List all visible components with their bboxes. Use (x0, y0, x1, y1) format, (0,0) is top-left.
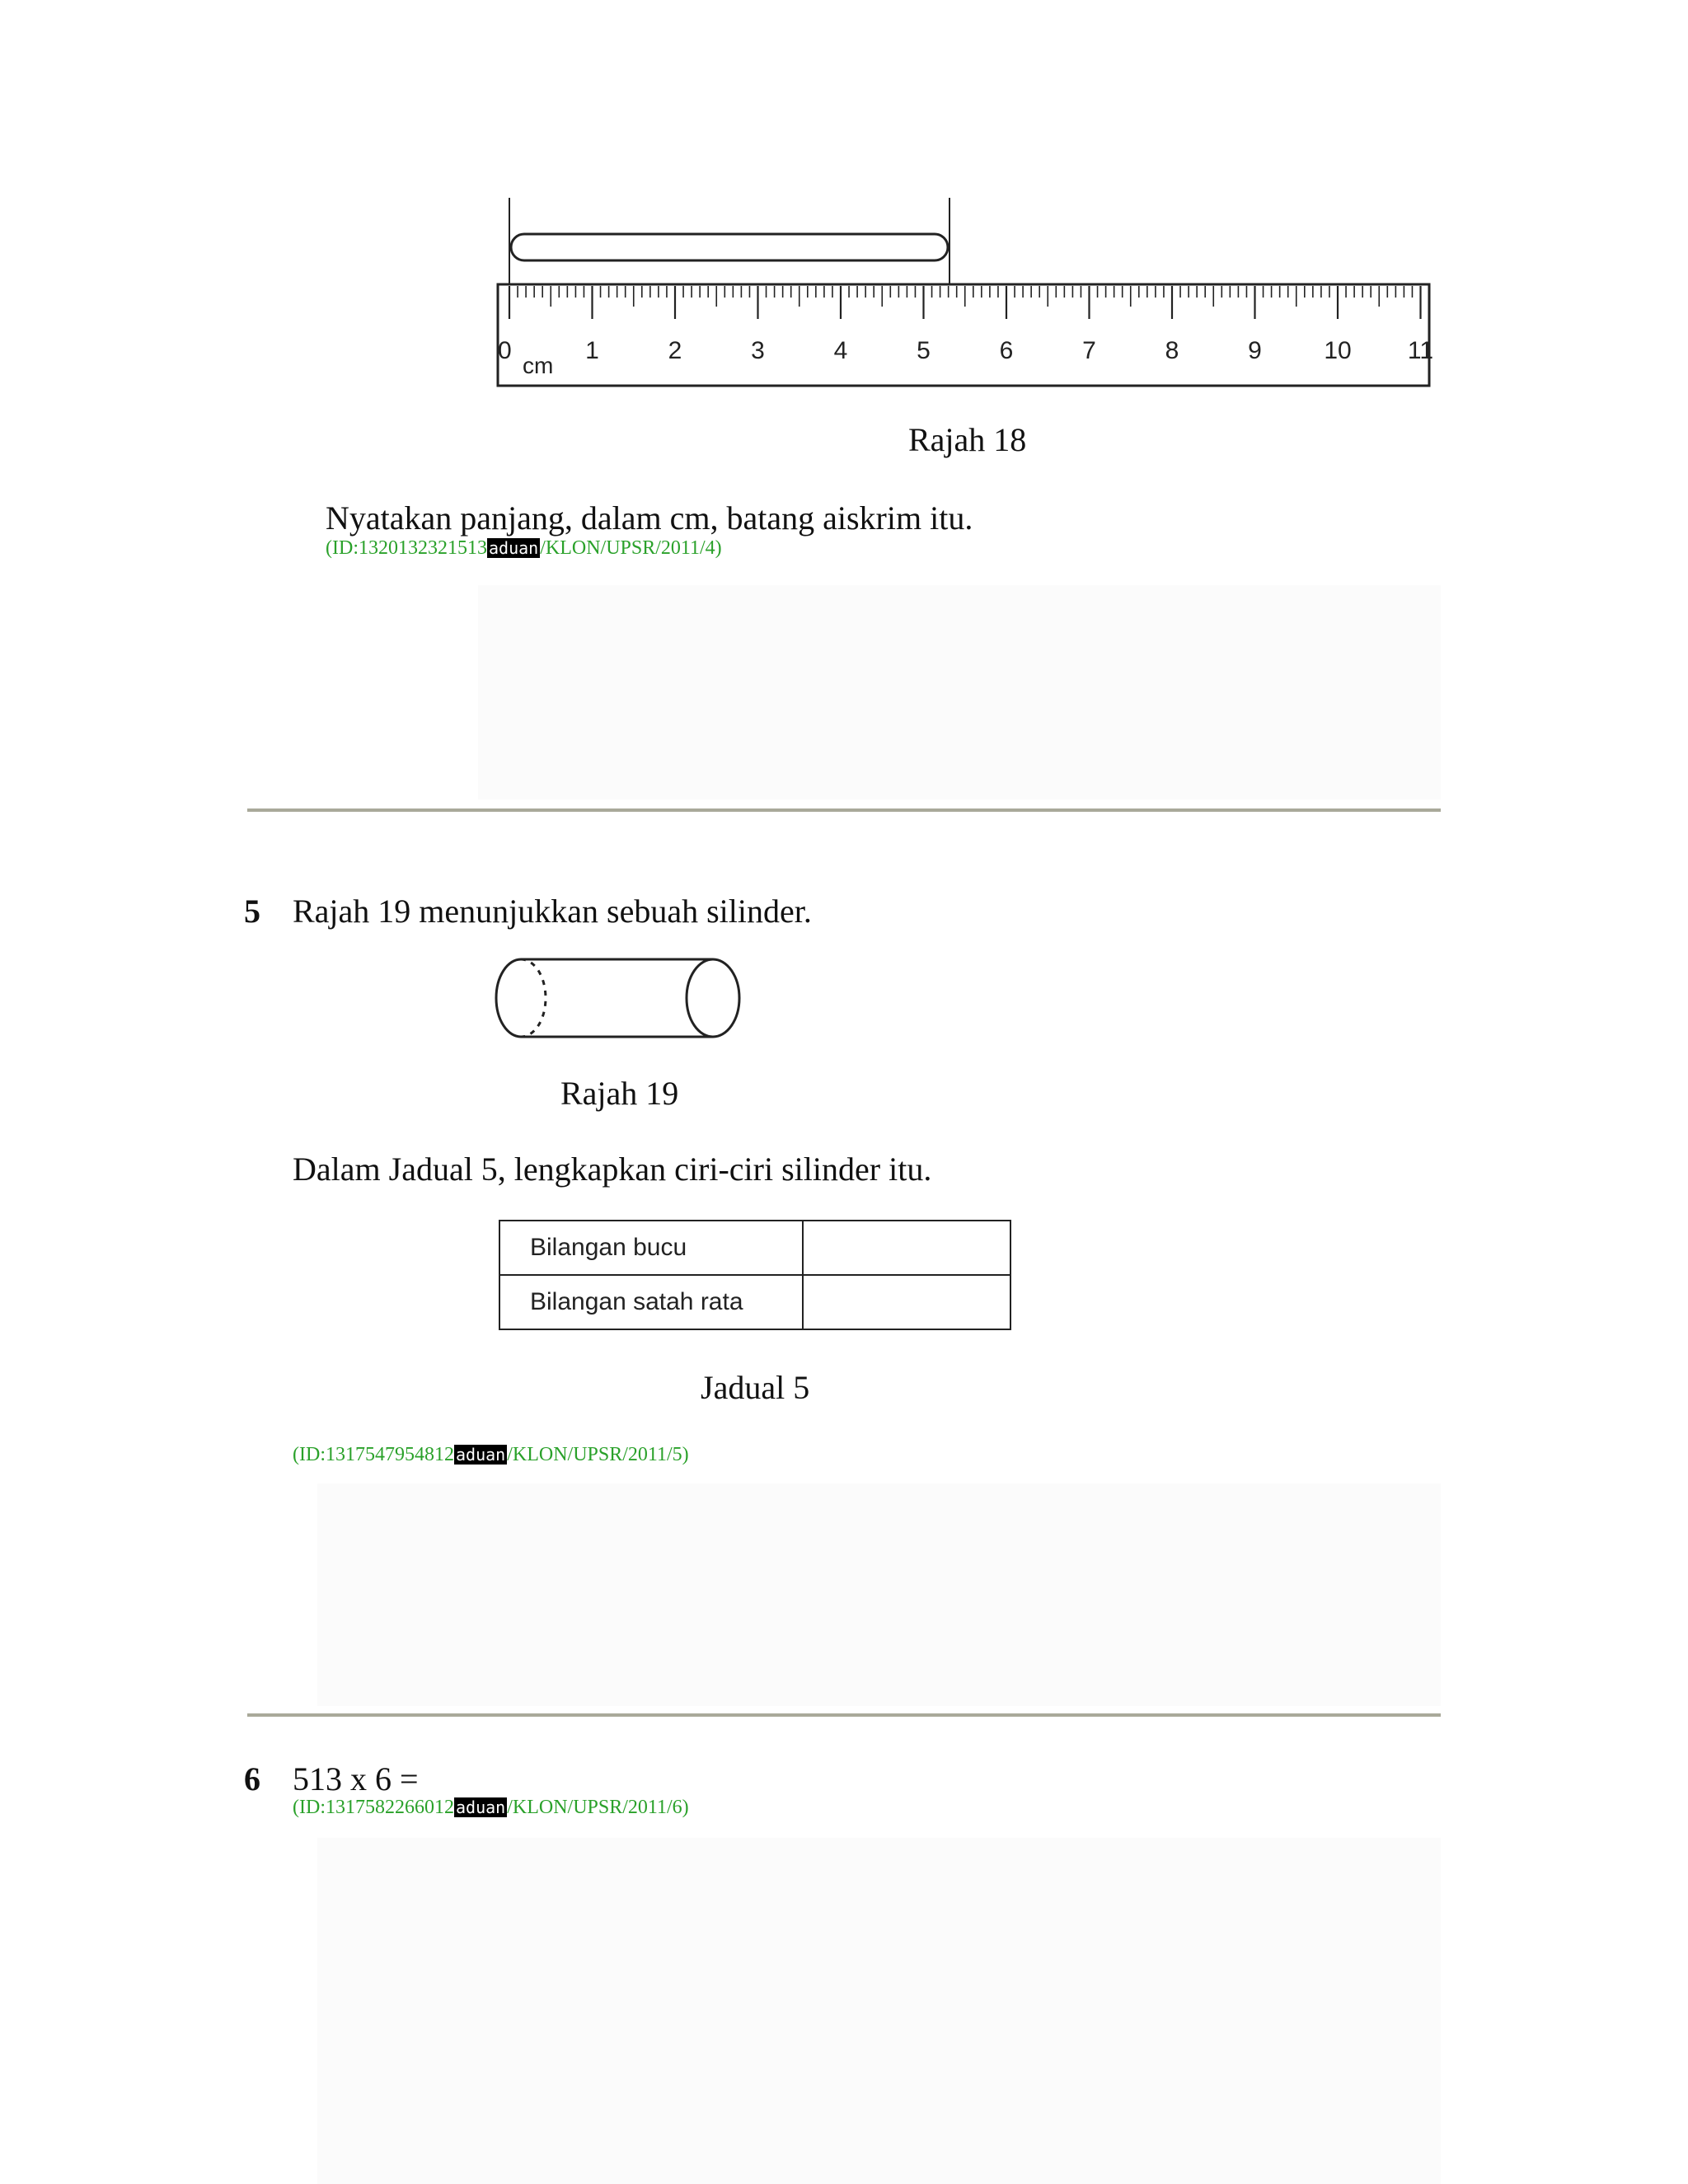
answer-area-q6 (317, 1838, 1441, 2184)
q6-number: 6 (244, 1760, 260, 1797)
q4-id-suffix: /KLON/UPSR/2011/4) (540, 537, 722, 559)
cylinder-left-hidden-edge (521, 959, 546, 1037)
ruler-label: 11 (1407, 337, 1434, 364)
table-row (499, 1275, 1010, 1329)
separator-2 (247, 1713, 1441, 1717)
q4-id-prefix: (ID:1320132321513 (326, 537, 487, 559)
ruler-label: 6 (999, 337, 1014, 364)
ruler-label: 1 (585, 337, 599, 364)
ruler-label: 8 (1165, 337, 1179, 364)
cylinder-right-end (687, 959, 739, 1037)
table-caption-jadual-5: Jadual 5 (701, 1369, 810, 1406)
answer-area-q4 (478, 585, 1441, 799)
figure-caption-rajah-19: Rajah 19 (560, 1075, 679, 1112)
table-row (499, 1221, 1010, 1275)
q6-id-suffix: /KLON/UPSR/2011/6) (507, 1797, 689, 1818)
ruler-label: 7 (1082, 337, 1096, 364)
ruler-body (498, 284, 1429, 386)
q5-id-prefix: (ID:1317547954812 (293, 1444, 454, 1465)
answer-cell[interactable] (803, 1275, 1010, 1329)
ruler-label: 0 (498, 337, 512, 364)
ruler-figure (486, 190, 1451, 396)
separator-1 (247, 808, 1441, 812)
q5-number: 5 (244, 893, 260, 930)
answer-area-q5 (317, 1483, 1441, 1706)
ruler-label: 10 (1324, 337, 1352, 364)
ruler-label: 2 (668, 337, 682, 364)
q6-id-line (293, 1797, 689, 1819)
ice-cream-stick (511, 234, 948, 260)
q6-id-tag: aduan (455, 1797, 506, 1817)
ruler-label: 5 (917, 337, 931, 364)
answer-cell[interactable] (803, 1221, 1010, 1275)
ruler-unit-label: cm (523, 353, 554, 378)
ruler-label: 3 (751, 337, 765, 364)
q6-question-text: 513 x 6 = (293, 1760, 419, 1797)
table-label-cell: Bilangan bucu (499, 1221, 803, 1275)
q5-question-text: Rajah 19 menunjukkan sebuah silinder. (293, 893, 812, 930)
ruler-label: 9 (1248, 337, 1262, 364)
cylinder-figure (495, 956, 750, 1043)
jadual-5-table (499, 1220, 1011, 1330)
q5-id-suffix: /KLON/UPSR/2011/5) (507, 1444, 689, 1465)
q5-id-tag: aduan (455, 1445, 506, 1465)
q5-id-line (293, 1444, 689, 1466)
q5-instruction-text: Dalam Jadual 5, lengkapkan ciri-ciri silinder itu. (293, 1151, 932, 1188)
table-label-cell: Bilangan satah rata (499, 1275, 803, 1329)
cylinder-left-end (496, 959, 521, 1037)
q6-id-prefix: (ID:1317582266012 (293, 1797, 454, 1818)
ruler-label: 4 (833, 337, 848, 364)
q4-question-text: Nyatakan panjang, dalam cm, batang aiskrim itu. (326, 499, 973, 537)
q4-id-tag: aduan (488, 538, 539, 558)
q4-id-line (326, 537, 722, 560)
figure-caption-rajah-18: Rajah 18 (908, 421, 1027, 458)
